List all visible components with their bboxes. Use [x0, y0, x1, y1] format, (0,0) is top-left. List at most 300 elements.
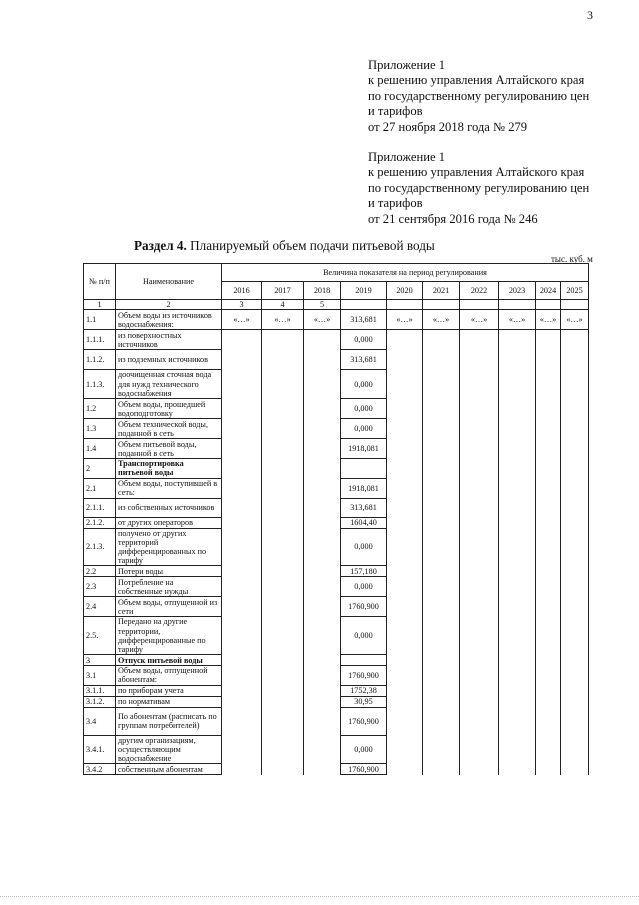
empty-cell — [423, 459, 460, 478]
appendix-line: и тарифов — [368, 104, 423, 119]
empty-cell — [536, 350, 561, 370]
value-cell: «…» — [423, 310, 460, 330]
empty-cell — [262, 459, 304, 478]
empty-cell — [304, 597, 341, 617]
value-cell-2019: 313,681 — [341, 350, 387, 370]
year-header: 2016 — [222, 282, 262, 300]
appendix-line: Приложение 1 — [368, 58, 446, 72]
empty-cell — [387, 577, 423, 597]
empty-cell — [423, 685, 460, 696]
empty-cell — [222, 439, 262, 459]
empty-cell — [423, 478, 460, 498]
table-row — [84, 597, 589, 617]
empty-cell — [262, 617, 304, 655]
appendix-line: к решению управления Алтайского края — [368, 165, 585, 180]
empty-cell — [387, 459, 423, 478]
empty-cell — [423, 350, 460, 370]
empty-cell — [499, 419, 536, 439]
index-cell: 4 — [262, 300, 304, 310]
index-cell — [460, 300, 499, 310]
row-name: Объем воды, отпущенной абонентам: — [116, 666, 222, 685]
empty-cell — [460, 370, 499, 399]
value-cell-2019: 0,000 — [341, 735, 387, 764]
table-row — [84, 350, 589, 370]
empty-cell — [423, 439, 460, 459]
empty-cell — [499, 399, 536, 419]
empty-cell — [460, 419, 499, 439]
empty-cell — [304, 439, 341, 459]
empty-cell — [222, 566, 262, 577]
empty-cell — [460, 597, 499, 617]
empty-cell — [387, 597, 423, 617]
table-row — [84, 459, 589, 478]
empty-cell — [423, 696, 460, 707]
value-cell: «…» — [304, 310, 341, 330]
empty-cell — [262, 498, 304, 517]
empty-cell — [304, 459, 341, 478]
empty-cell — [262, 577, 304, 597]
empty-cell — [423, 707, 460, 735]
value-cell-2019: 1918,081 — [341, 439, 387, 459]
empty-cell — [561, 655, 589, 666]
empty-cell — [222, 459, 262, 478]
empty-cell — [304, 655, 341, 666]
empty-cell — [387, 655, 423, 666]
value-cell: 313,681 — [341, 310, 387, 330]
row-code: 3 — [84, 655, 116, 666]
table-row — [84, 577, 589, 597]
empty-cell — [222, 764, 262, 775]
empty-cell — [222, 370, 262, 399]
empty-cell — [536, 617, 561, 655]
row-name: Объем питьевой воды, поданной в сеть — [116, 439, 222, 459]
row-code: 2.1 — [84, 478, 116, 498]
empty-cell — [304, 566, 341, 577]
empty-cell — [262, 399, 304, 419]
empty-cell — [499, 597, 536, 617]
value-cell-2019: 1760,900 — [341, 764, 387, 775]
row-code: 2.5. — [84, 617, 116, 655]
value-cell-2019 — [341, 655, 387, 666]
row-code: 2.3 — [84, 577, 116, 597]
table-row — [84, 566, 589, 577]
row-code: 1.3 — [84, 419, 116, 439]
empty-cell — [499, 498, 536, 517]
empty-cell — [423, 399, 460, 419]
empty-cell — [304, 707, 341, 735]
empty-cell — [499, 735, 536, 764]
empty-cell — [561, 566, 589, 577]
value-cell-2019: 0,000 — [341, 617, 387, 655]
year-header: 2021 — [423, 282, 460, 300]
empty-cell — [387, 666, 423, 685]
table-row — [84, 517, 589, 528]
empty-cell — [222, 666, 262, 685]
empty-cell — [304, 399, 341, 419]
value-cell-2019: 0,000 — [341, 419, 387, 439]
empty-cell — [304, 617, 341, 655]
empty-cell — [499, 707, 536, 735]
empty-cell — [561, 577, 589, 597]
empty-cell — [460, 459, 499, 478]
index-cell: 3 — [222, 300, 262, 310]
row-name: Потребление на собственные нужды — [116, 577, 222, 597]
row-code: 1.1 — [84, 310, 116, 330]
row-code: 1.1.3. — [84, 370, 116, 399]
empty-cell — [499, 696, 536, 707]
table-row — [84, 330, 589, 350]
empty-cell — [423, 764, 460, 775]
row-code: 3.4.1. — [84, 735, 116, 764]
empty-cell — [423, 517, 460, 528]
row-code: 2.1.2. — [84, 517, 116, 528]
empty-cell — [561, 498, 589, 517]
row-name: Потери воды — [116, 566, 222, 577]
value-cell-2019 — [341, 459, 387, 478]
empty-cell — [499, 577, 536, 597]
empty-cell — [387, 707, 423, 735]
table-row — [84, 685, 589, 696]
row-code: 2.1.3. — [84, 528, 116, 566]
value-cell-2019: 30,95 — [341, 696, 387, 707]
empty-cell — [561, 419, 589, 439]
empty-cell — [304, 696, 341, 707]
empty-cell — [222, 707, 262, 735]
empty-cell — [499, 459, 536, 478]
empty-cell — [561, 399, 589, 419]
row-name: доочищенная сточная вода для нужд технического водоснабжения — [116, 370, 222, 399]
empty-cell — [460, 528, 499, 566]
row-code: 1.4 — [84, 439, 116, 459]
empty-cell — [460, 696, 499, 707]
row-name: Объем технической воды, поданной в сеть — [116, 419, 222, 439]
empty-cell — [304, 528, 341, 566]
empty-cell — [561, 707, 589, 735]
empty-cell — [460, 350, 499, 370]
empty-cell — [423, 419, 460, 439]
empty-cell — [460, 577, 499, 597]
empty-cell — [304, 370, 341, 399]
value-cell: «…» — [262, 310, 304, 330]
empty-cell — [387, 370, 423, 399]
empty-cell — [423, 655, 460, 666]
empty-cell — [499, 350, 536, 370]
row-name: из собственных источников — [116, 498, 222, 517]
row-name: по приборам учета — [116, 685, 222, 696]
empty-cell — [561, 666, 589, 685]
index-cell: 5 — [304, 300, 341, 310]
value-cell-2019: 0,000 — [341, 528, 387, 566]
empty-cell — [536, 655, 561, 666]
value-cell: «…» — [387, 310, 423, 330]
row-code: 2.2 — [84, 566, 116, 577]
empty-cell — [262, 655, 304, 666]
empty-cell — [304, 666, 341, 685]
row-name: Передано на другие территории, дифференцированные по тарифу — [116, 617, 222, 655]
empty-cell — [262, 597, 304, 617]
empty-cell — [222, 399, 262, 419]
empty-cell — [561, 330, 589, 350]
empty-cell — [460, 707, 499, 735]
empty-cell — [387, 617, 423, 655]
empty-cell — [460, 617, 499, 655]
col-header-num: № п/п — [84, 264, 116, 300]
empty-cell — [499, 330, 536, 350]
index-cell — [387, 300, 423, 310]
empty-cell — [304, 419, 341, 439]
empty-cell — [262, 735, 304, 764]
empty-cell — [561, 439, 589, 459]
empty-cell — [536, 528, 561, 566]
table-row — [84, 498, 589, 517]
empty-cell — [460, 478, 499, 498]
value-cell-2019: 1760,900 — [341, 707, 387, 735]
empty-cell — [536, 707, 561, 735]
empty-cell — [222, 617, 262, 655]
table-row — [84, 735, 589, 764]
row-code: 2.4 — [84, 597, 116, 617]
empty-cell — [536, 566, 561, 577]
empty-cell — [536, 685, 561, 696]
empty-cell — [561, 764, 589, 775]
row-name: из поверхностных источников — [116, 330, 222, 350]
section-title — [134, 238, 435, 254]
empty-cell — [536, 577, 561, 597]
empty-cell — [262, 764, 304, 775]
table-row — [84, 764, 589, 775]
empty-cell — [387, 764, 423, 775]
year-header: 2024 — [536, 282, 561, 300]
year-header: 2018 — [304, 282, 341, 300]
empty-cell — [536, 370, 561, 399]
empty-cell — [460, 566, 499, 577]
empty-cell — [499, 685, 536, 696]
empty-cell — [499, 764, 536, 775]
empty-cell — [304, 517, 341, 528]
empty-cell — [387, 528, 423, 566]
table-row — [84, 419, 589, 439]
empty-cell — [536, 666, 561, 685]
empty-cell — [536, 330, 561, 350]
value-cell: «…» — [222, 310, 262, 330]
index-cell — [499, 300, 536, 310]
empty-cell — [536, 764, 561, 775]
appendix-block-1 — [368, 58, 589, 135]
row-name: Объем воды, прошедшей водоподготовку — [116, 399, 222, 419]
empty-cell — [387, 478, 423, 498]
empty-cell — [387, 566, 423, 577]
empty-cell — [262, 478, 304, 498]
empty-cell — [460, 655, 499, 666]
empty-cell — [304, 350, 341, 370]
empty-cell — [262, 707, 304, 735]
index-cell — [341, 300, 387, 310]
empty-cell — [222, 498, 262, 517]
row-name: Объем воды, поступившей в сеть: — [116, 478, 222, 498]
empty-cell — [561, 370, 589, 399]
row-name: по нормативам — [116, 696, 222, 707]
value-cell-2019: 157,180 — [341, 566, 387, 577]
value-cell: «…» — [536, 310, 561, 330]
value-cell-2019: 313,681 — [341, 498, 387, 517]
table-row — [84, 399, 589, 419]
empty-cell — [262, 330, 304, 350]
year-header: 2022 — [460, 282, 499, 300]
table-row — [84, 478, 589, 498]
empty-cell — [387, 439, 423, 459]
empty-cell — [387, 350, 423, 370]
empty-cell — [304, 498, 341, 517]
row-code: 3.4.2 — [84, 764, 116, 775]
table-row — [84, 439, 589, 459]
empty-cell — [423, 735, 460, 764]
empty-cell — [536, 696, 561, 707]
empty-cell — [460, 666, 499, 685]
empty-cell — [387, 419, 423, 439]
year-header: 2023 — [499, 282, 536, 300]
section-text: Планируемый объем подачи питьевой воды — [186, 238, 435, 253]
year-header: 2017 — [262, 282, 304, 300]
empty-cell — [304, 685, 341, 696]
value-cell-2019: 1752,38 — [341, 685, 387, 696]
empty-cell — [460, 735, 499, 764]
table-row — [84, 696, 589, 707]
empty-cell — [536, 498, 561, 517]
value-cell: «…» — [499, 310, 536, 330]
section-label: Раздел 4. — [134, 238, 187, 253]
appendix-line: от 27 ноября 2018 года № 279 — [368, 119, 528, 134]
index-cell: 2 — [116, 300, 222, 310]
empty-cell — [304, 735, 341, 764]
page-number: 3 — [587, 8, 593, 22]
index-cell: 1 — [84, 300, 116, 310]
row-name: собственным абонентам — [116, 764, 222, 775]
empty-cell — [536, 399, 561, 419]
empty-cell — [561, 735, 589, 764]
empty-cell — [561, 597, 589, 617]
empty-cell — [423, 617, 460, 655]
empty-cell — [222, 330, 262, 350]
table-row — [84, 617, 589, 655]
empty-cell — [536, 478, 561, 498]
empty-cell — [536, 419, 561, 439]
empty-cell — [460, 399, 499, 419]
year-header: 2020 — [387, 282, 423, 300]
empty-cell — [262, 517, 304, 528]
empty-cell — [387, 696, 423, 707]
row-code: 3.1 — [84, 666, 116, 685]
empty-cell — [460, 439, 499, 459]
appendix-line: к решению управления Алтайского края — [368, 73, 585, 88]
row-code: 1.2 — [84, 399, 116, 419]
empty-cell — [460, 498, 499, 517]
empty-cell — [304, 478, 341, 498]
empty-cell — [387, 735, 423, 764]
empty-cell — [423, 330, 460, 350]
row-name: из подземных источников — [116, 350, 222, 370]
empty-cell — [222, 478, 262, 498]
empty-cell — [304, 330, 341, 350]
appendix-line: от 21 сентября 2016 года № 246 — [368, 211, 538, 226]
row-code: 2.1.1. — [84, 498, 116, 517]
empty-cell — [423, 498, 460, 517]
empty-cell — [561, 696, 589, 707]
row-code: 1.1.2. — [84, 350, 116, 370]
empty-cell — [423, 577, 460, 597]
year-header: 2019 — [341, 282, 387, 300]
empty-cell — [561, 478, 589, 498]
empty-cell — [262, 439, 304, 459]
table-row — [84, 707, 589, 735]
row-name: Отпуск питьевой воды — [116, 655, 222, 666]
empty-cell — [262, 350, 304, 370]
water-supply-table — [83, 263, 589, 775]
empty-cell — [423, 370, 460, 399]
appendix-line: по государственному регулированию цен — [368, 180, 590, 195]
empty-cell — [536, 597, 561, 617]
value-cell-2019: 0,000 — [341, 370, 387, 399]
empty-cell — [460, 517, 499, 528]
empty-cell — [536, 735, 561, 764]
value-cell-2019: 1760,900 — [341, 666, 387, 685]
col-header-period: Величина показателя на период регулирования — [222, 264, 589, 282]
empty-cell — [499, 655, 536, 666]
empty-cell — [222, 597, 262, 617]
value-cell-2019: 0,000 — [341, 399, 387, 419]
empty-cell — [222, 696, 262, 707]
table-row — [84, 310, 589, 330]
empty-cell — [262, 666, 304, 685]
empty-cell — [222, 735, 262, 764]
empty-cell — [387, 498, 423, 517]
empty-cell — [561, 685, 589, 696]
row-code: 1.1.1. — [84, 330, 116, 350]
empty-cell — [262, 685, 304, 696]
empty-cell — [561, 517, 589, 528]
appendix-line: Приложение 1 — [368, 150, 446, 164]
units-label: тыс. куб. м — [551, 254, 593, 264]
empty-cell — [222, 577, 262, 597]
empty-cell — [262, 528, 304, 566]
empty-cell — [460, 764, 499, 775]
empty-cell — [262, 696, 304, 707]
row-name: другим организациям, осуществляющим водоснабжение — [116, 735, 222, 764]
empty-cell — [499, 517, 536, 528]
empty-cell — [262, 370, 304, 399]
table-row — [84, 655, 589, 666]
empty-cell — [536, 459, 561, 478]
page-footer-line — [0, 896, 639, 897]
index-cell — [536, 300, 561, 310]
empty-cell — [423, 597, 460, 617]
row-name: от других операторов — [116, 517, 222, 528]
value-cell-2019: 0,000 — [341, 330, 387, 350]
row-name: Объем воды из источников водоснабжения: — [116, 310, 222, 330]
row-name: Транспортировка питьевой воды — [116, 459, 222, 478]
value-cell-2019: 0,000 — [341, 577, 387, 597]
appendix-line: и тарифов — [368, 196, 423, 211]
empty-cell — [536, 517, 561, 528]
empty-cell — [387, 685, 423, 696]
empty-cell — [423, 666, 460, 685]
empty-cell — [222, 419, 262, 439]
col-header-name: Наименование — [116, 264, 222, 300]
empty-cell — [387, 399, 423, 419]
empty-cell — [222, 517, 262, 528]
empty-cell — [499, 617, 536, 655]
row-code: 2 — [84, 459, 116, 478]
row-name: получено от других территорий дифференцированных по тарифу — [116, 528, 222, 566]
